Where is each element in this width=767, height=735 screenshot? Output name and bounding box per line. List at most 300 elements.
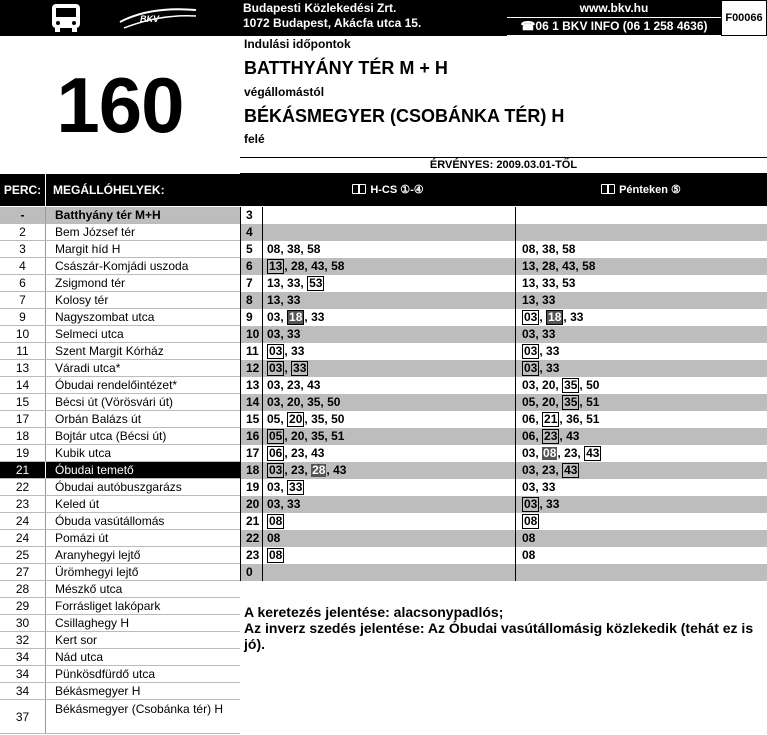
departure-minute: 28 bbox=[542, 259, 556, 273]
stop-row bbox=[0, 258, 240, 275]
timetable-grid bbox=[240, 207, 767, 581]
weekday-minutes: 03, 33 bbox=[263, 479, 516, 496]
stop-row bbox=[0, 241, 240, 258]
departure-minute: 13 bbox=[522, 259, 536, 273]
departure-minute: 50 bbox=[331, 412, 345, 426]
departure-minute: 03 bbox=[269, 344, 283, 358]
weekday-minutes: 13 , 28, 43, 58 bbox=[263, 258, 516, 275]
friday-minutes: 03, 33 bbox=[522, 327, 556, 341]
departure-minute: 13 bbox=[267, 276, 281, 290]
hour-cell: 22 bbox=[241, 530, 263, 547]
departure-minute: 33 bbox=[546, 361, 560, 375]
hour-cell: 6 bbox=[241, 258, 263, 275]
stop-row bbox=[0, 343, 240, 360]
stop-row bbox=[0, 445, 240, 462]
departure-minute: 43 bbox=[311, 446, 325, 460]
departure-minute: 43 bbox=[562, 259, 576, 273]
timetable-row bbox=[241, 564, 767, 581]
book-icon bbox=[601, 184, 615, 194]
hour-cell: 23 bbox=[241, 547, 263, 564]
stop-minutes: 27 bbox=[0, 564, 46, 580]
departure-minute: 03 bbox=[522, 327, 536, 341]
timetable-code: F00066 bbox=[721, 0, 767, 36]
weekday-minutes: 03, 33 bbox=[263, 326, 516, 343]
departure-minute: 33 bbox=[542, 480, 556, 494]
departure-minute: 50 bbox=[327, 395, 341, 409]
departure-minute: 33 bbox=[546, 497, 560, 511]
timetable-row bbox=[241, 224, 767, 241]
friday-minutes: 03, 08, 23, 43 bbox=[522, 446, 600, 460]
weekday-minutes: 03 , 33 bbox=[263, 360, 516, 377]
departure-minute: 03 bbox=[267, 497, 281, 511]
friday-minutes: 03 , 33 bbox=[524, 361, 560, 375]
friday-minutes: 03, 23, 43 bbox=[522, 463, 578, 477]
departure-minute: 23 bbox=[564, 446, 578, 460]
stop-minutes: 4 bbox=[0, 258, 46, 274]
timetable-row bbox=[241, 207, 767, 224]
timetable-row bbox=[241, 241, 767, 258]
stop-row bbox=[0, 360, 240, 377]
stop-minutes: 6 bbox=[0, 275, 46, 291]
departure-minute: 43 bbox=[307, 378, 321, 392]
departure-minute: 03 bbox=[267, 378, 281, 392]
weekday-minutes bbox=[263, 530, 516, 547]
stop-minutes: 32 bbox=[0, 632, 46, 648]
stop-minutes: 19 bbox=[0, 445, 46, 461]
stop-row bbox=[0, 598, 240, 615]
departure-minute: 33 bbox=[287, 276, 301, 290]
stop-name: Bem József tér bbox=[55, 225, 136, 239]
hour-cell: 3 bbox=[241, 207, 263, 224]
friday-minutes: 03, 20, 35 , 50 bbox=[522, 378, 600, 392]
departure-minute: 03 bbox=[269, 463, 283, 477]
departure-minute: 43 bbox=[333, 463, 347, 477]
stop-minutes: 23 bbox=[0, 496, 46, 512]
stop-minutes: - bbox=[0, 207, 46, 223]
weekday-minutes: 03, 23, 43 bbox=[263, 377, 516, 394]
stop-list bbox=[0, 207, 240, 734]
departure-minute: 03 bbox=[522, 446, 536, 460]
departure-minute: 03 bbox=[267, 480, 281, 494]
friday-minutes bbox=[516, 207, 767, 224]
stop-minutes: 14 bbox=[0, 377, 46, 393]
friday-minutes bbox=[516, 530, 767, 547]
departure-minute: 33 bbox=[311, 310, 325, 324]
weekday-minutes: 06 , 23, 43 bbox=[263, 445, 516, 462]
stop-minutes: 2 bbox=[0, 224, 46, 240]
stop-name: Óbudai rendelőintézet* bbox=[55, 378, 178, 392]
hour-cell: 14 bbox=[241, 394, 263, 411]
departure-minute: 23 bbox=[544, 429, 558, 443]
operator-name: Budapesti Közlekedési Zrt. bbox=[243, 1, 397, 15]
timetable-row bbox=[241, 428, 767, 445]
stop-name: Selmeci utca bbox=[55, 327, 124, 341]
bkv-logo-text: BKV bbox=[140, 14, 160, 24]
departure-minute: 38 bbox=[287, 242, 301, 256]
friday-minutes: 03, 33 bbox=[522, 480, 556, 494]
friday-minutes bbox=[516, 564, 767, 581]
stop-row bbox=[0, 411, 240, 428]
stop-minutes: 21 bbox=[0, 462, 46, 478]
weekday-minutes: 05 , 20, 35, 51 bbox=[263, 428, 516, 445]
route-number: 160 bbox=[56, 61, 184, 149]
stops-name-header: MEGÁLLÓHELYEK: bbox=[53, 183, 165, 197]
origin-stop: BATTHYÁNY TÉR M + H bbox=[244, 58, 448, 78]
stop-minutes: 24 bbox=[0, 513, 46, 529]
weekday-minutes: 13, 33 bbox=[263, 292, 516, 309]
departure-minute: 35 bbox=[311, 412, 325, 426]
hour-cell: 0 bbox=[241, 564, 263, 581]
departure-minute: 58 bbox=[562, 242, 576, 256]
departure-minute: 03 bbox=[522, 378, 536, 392]
stop-row bbox=[0, 615, 240, 632]
stop-name: Váradi utca* bbox=[55, 361, 121, 375]
stop-minutes: 37 bbox=[0, 700, 46, 733]
book-icon bbox=[352, 184, 366, 194]
stop-row bbox=[0, 207, 240, 224]
timetable-row bbox=[241, 411, 767, 428]
validity-date: ÉRVÉNYES: 2009.03.01-TŐL bbox=[240, 157, 767, 174]
departure-minute: 08 bbox=[522, 548, 536, 562]
stop-name: Pomázi út bbox=[55, 531, 109, 545]
stop-row bbox=[0, 309, 240, 326]
timetable-row bbox=[241, 360, 767, 377]
friday-minutes: 03 , 33 bbox=[524, 497, 560, 511]
departure-minute: 06 bbox=[522, 429, 536, 443]
hour-cell: 20 bbox=[241, 496, 263, 513]
stop-row bbox=[0, 326, 240, 343]
stop-row bbox=[0, 479, 240, 496]
departure-minute: 58 bbox=[582, 259, 596, 273]
stop-name: Bojtár utca (Bécsi út) bbox=[55, 429, 167, 443]
stop-minutes: 13 bbox=[0, 360, 46, 376]
departure-minute: 18 bbox=[548, 310, 562, 324]
friday-minutes: 03 , 18 , 33 bbox=[524, 310, 584, 324]
departure-minute: 03 bbox=[269, 361, 283, 375]
friday-minutes: 13, 33 bbox=[522, 293, 556, 307]
departure-minute: 33 bbox=[570, 310, 584, 324]
departure-minute: 03 bbox=[522, 480, 536, 494]
departure-minute: 05 bbox=[267, 412, 281, 426]
operator-address: 1072 Budapest, Akácfa utca 15. bbox=[243, 16, 422, 30]
stop-minutes: 22 bbox=[0, 479, 46, 495]
departure-minute: 13 bbox=[522, 276, 536, 290]
friday-header-label: Pénteken ⑤ bbox=[619, 184, 681, 196]
weekday-header bbox=[262, 174, 514, 206]
stop-row bbox=[0, 292, 240, 309]
hour-cell: 17 bbox=[241, 445, 263, 462]
departure-minute: 33 bbox=[293, 361, 307, 375]
legend-inverse-meaning: Az inverz szedés jelentése: Az Óbudai vasútállomásig közlekedik (tehát ez is jó). bbox=[244, 620, 754, 652]
bus-icon bbox=[0, 0, 240, 36]
departure-minute: 33 bbox=[546, 344, 560, 358]
stop-name: Kolosy tér bbox=[55, 293, 109, 307]
departure-minute: 35 bbox=[311, 429, 325, 443]
stop-minutes: 10 bbox=[0, 326, 46, 342]
departure-minute: 43 bbox=[586, 446, 600, 460]
stop-row bbox=[0, 666, 240, 683]
stop-name: Császár-Komjádi uszoda bbox=[55, 259, 189, 273]
stop-name: Szent Margit Kórház bbox=[55, 344, 164, 358]
friday-minutes: 05, 20, 35 , 51 bbox=[522, 395, 600, 409]
stop-row bbox=[0, 224, 240, 241]
departure-minute: 35 bbox=[307, 395, 321, 409]
departure-minute: 20 bbox=[542, 378, 556, 392]
timetable-row bbox=[241, 513, 767, 530]
stop-minutes: 9 bbox=[0, 309, 46, 325]
departure-minute: 35 bbox=[564, 378, 578, 392]
weekday-minutes: 05, 20 , 35, 50 bbox=[263, 411, 516, 428]
departure-minute: 58 bbox=[331, 259, 345, 273]
departure-minute: 33 bbox=[287, 497, 301, 511]
weekday-minutes: 03 , 33 bbox=[263, 343, 516, 360]
hour-cell: 5 bbox=[241, 241, 263, 258]
timetable-row bbox=[241, 394, 767, 411]
friday-header bbox=[515, 174, 767, 206]
stop-name: Csillaghegy H bbox=[55, 616, 130, 630]
departure-minute: 20 bbox=[542, 395, 556, 409]
hour-cell: 13 bbox=[241, 377, 263, 394]
departure-minute: 50 bbox=[586, 378, 600, 392]
weekday-minutes: 08, 38, 58 bbox=[263, 241, 516, 258]
departure-minute: 23 bbox=[287, 378, 301, 392]
friday-minutes bbox=[516, 547, 767, 564]
stop-name: Kert sor bbox=[55, 633, 98, 647]
departure-minute: 08 bbox=[522, 531, 536, 545]
stop-row bbox=[0, 632, 240, 649]
stop-name: Mészkő utca bbox=[55, 582, 123, 596]
friday-minutes: 13, 28, 43, 58 bbox=[522, 259, 596, 273]
departure-minute: 28 bbox=[312, 463, 326, 477]
timetable-row bbox=[241, 496, 767, 513]
timetable-row bbox=[241, 258, 767, 275]
stop-minutes: 7 bbox=[0, 292, 46, 308]
hour-cell: 21 bbox=[241, 513, 263, 530]
timetable-row bbox=[241, 275, 767, 292]
hour-cell: 16 bbox=[241, 428, 263, 445]
weekday-minutes: 03, 33 bbox=[263, 496, 516, 513]
departure-minute: 05 bbox=[269, 429, 283, 443]
stop-minutes: 25 bbox=[0, 547, 46, 563]
departure-minute: 03 bbox=[524, 497, 538, 511]
stop-name: Margit híd H bbox=[55, 242, 121, 256]
stop-name: Aranyhegyi lejtő bbox=[55, 548, 141, 562]
timetable-row bbox=[241, 309, 767, 326]
friday-minutes: 06, 21 , 36, 51 bbox=[522, 412, 600, 426]
hour-cell: 15 bbox=[241, 411, 263, 428]
departure-minute: 43 bbox=[311, 259, 325, 273]
timetable-row bbox=[241, 343, 767, 360]
timetable-row bbox=[241, 292, 767, 309]
stop-name: Bécsi út (Vörösvári út) bbox=[55, 395, 174, 409]
stop-minutes: 29 bbox=[0, 598, 46, 614]
departure-minute: 33 bbox=[291, 344, 305, 358]
friday-minutes: 13, 33, 53 bbox=[522, 276, 576, 290]
departure-minute: 51 bbox=[586, 395, 600, 409]
departure-minute: 23 bbox=[542, 463, 556, 477]
departure-minute: 36 bbox=[566, 412, 580, 426]
stop-minutes: 30 bbox=[0, 615, 46, 631]
stop-minutes: 11 bbox=[0, 343, 46, 359]
departure-minute: 13 bbox=[267, 293, 281, 307]
departure-minute: 03 bbox=[267, 327, 281, 341]
stop-row bbox=[0, 700, 240, 734]
departure-minute: 20 bbox=[289, 412, 303, 426]
stop-minutes: 34 bbox=[0, 649, 46, 665]
stop-minutes: 15 bbox=[0, 394, 46, 410]
departure-minute: 08 bbox=[269, 514, 283, 528]
hour-cell: 11 bbox=[241, 343, 263, 360]
stop-row bbox=[0, 649, 240, 666]
weekday-minutes: 03, 18 , 33 bbox=[263, 309, 516, 326]
stop-row bbox=[0, 275, 240, 292]
timetable-row bbox=[241, 326, 767, 343]
stop-name: Óbudai autóbuszgarázs bbox=[55, 480, 182, 494]
hour-cell: 7 bbox=[241, 275, 263, 292]
departure-minute: 23 bbox=[291, 463, 305, 477]
hour-cell: 18 bbox=[241, 462, 263, 479]
minutes-header: PERC: bbox=[0, 174, 46, 206]
stop-row bbox=[0, 547, 240, 564]
friday-minutes: 06, 23 , 43 bbox=[522, 429, 580, 443]
stop-name: Keled út bbox=[55, 497, 100, 511]
weekday-minutes bbox=[263, 224, 516, 241]
timetable-row bbox=[241, 462, 767, 479]
header-logo-area bbox=[0, 0, 240, 36]
departure-minute: 03 bbox=[522, 463, 536, 477]
hour-cell: 12 bbox=[241, 360, 263, 377]
from-label: végállomástól bbox=[244, 85, 325, 99]
stop-name: Kubik utca bbox=[55, 446, 112, 460]
stop-row bbox=[0, 513, 240, 530]
weekday-minutes: 03 , 23, 28, 43 bbox=[263, 462, 516, 479]
departure-minute: 53 bbox=[309, 276, 323, 290]
stop-name: Forrásliget lakópark bbox=[55, 599, 161, 613]
departure-minute: 33 bbox=[542, 293, 556, 307]
departure-minute: 08 bbox=[524, 514, 538, 528]
departure-minute: 13 bbox=[269, 259, 283, 273]
timetable-row bbox=[241, 530, 767, 547]
hour-cell: 10 bbox=[241, 326, 263, 343]
departure-minute: 43 bbox=[566, 429, 580, 443]
departure-minute: 13 bbox=[522, 293, 536, 307]
departure-minute: 35 bbox=[564, 395, 578, 409]
departure-minute: 33 bbox=[287, 293, 301, 307]
stop-name: Óbudai temető bbox=[55, 463, 134, 477]
stop-row bbox=[0, 496, 240, 513]
departure-minute: 08 bbox=[267, 531, 281, 545]
departure-minute: 28 bbox=[291, 259, 305, 273]
stop-name: Ürömhegyi lejtő bbox=[55, 565, 139, 579]
towards-label: felé bbox=[244, 132, 265, 146]
destination-stop: BÉKÁSMEGYER (CSOBÁNKA TÉR) H bbox=[244, 106, 565, 126]
hour-cell: 8 bbox=[241, 292, 263, 309]
departure-minute: 33 bbox=[287, 327, 301, 341]
departure-minute: 20 bbox=[287, 395, 301, 409]
stop-row bbox=[0, 377, 240, 394]
departure-minute: 03 bbox=[524, 361, 538, 375]
website-link[interactable]: www.bkv.hu bbox=[507, 0, 721, 17]
departure-minute: 33 bbox=[542, 327, 556, 341]
stop-minutes: 17 bbox=[0, 411, 46, 427]
departure-minute: 21 bbox=[544, 412, 558, 426]
contact-info bbox=[507, 0, 721, 36]
stop-name: Zsigmond tér bbox=[55, 276, 126, 290]
stop-name: Nád utca bbox=[55, 650, 104, 664]
weekday-minutes bbox=[263, 564, 516, 581]
info-phone: ☎06 1 BKV INFO (06 1 258 4636) bbox=[507, 18, 721, 35]
hour-cell: 4 bbox=[241, 224, 263, 241]
departure-minute: 08 bbox=[269, 548, 283, 562]
timetable-row bbox=[241, 479, 767, 496]
departure-minute: 05 bbox=[522, 395, 536, 409]
timetable-row bbox=[241, 547, 767, 564]
stop-minutes: 18 bbox=[0, 428, 46, 444]
stop-name: Nagyszombat utca bbox=[55, 310, 155, 324]
stop-minutes: 34 bbox=[0, 666, 46, 682]
departure-minute: 43 bbox=[564, 463, 578, 477]
friday-minutes bbox=[516, 224, 767, 241]
weekday-minutes: 03, 20, 35, 50 bbox=[263, 394, 516, 411]
operator-info bbox=[240, 0, 507, 36]
weekday-header-label: H-CS ①-④ bbox=[370, 184, 424, 196]
timetable-row bbox=[241, 377, 767, 394]
stop-name: Óbuda vasútállomás bbox=[55, 514, 165, 528]
departure-minute: 20 bbox=[291, 429, 305, 443]
weekday-minutes bbox=[263, 513, 516, 530]
departure-minute: 51 bbox=[331, 429, 345, 443]
departure-minute: 03 bbox=[267, 310, 281, 324]
departure-minute: 53 bbox=[562, 276, 576, 290]
departure-minute: 08 bbox=[522, 242, 536, 256]
departure-minute: 18 bbox=[289, 310, 303, 324]
departure-minute: 08 bbox=[543, 446, 557, 460]
stops-header bbox=[0, 174, 240, 206]
stop-name: Békásmegyer H bbox=[55, 684, 141, 698]
departure-minute: 06 bbox=[269, 446, 283, 460]
stop-name: Pünkösdfürdő utca bbox=[55, 667, 156, 681]
timetable-header bbox=[240, 174, 767, 206]
departure-minute: 08 bbox=[267, 242, 281, 256]
friday-minutes bbox=[516, 513, 767, 530]
weekday-minutes: 13, 33, 53 bbox=[263, 275, 516, 292]
departure-label: Indulási időpontok bbox=[244, 37, 351, 51]
weekday-minutes bbox=[263, 207, 516, 224]
hour-cell: 19 bbox=[241, 479, 263, 496]
friday-minutes: 03 , 33 bbox=[524, 344, 560, 358]
direction-block bbox=[244, 36, 764, 147]
departure-minute: 23 bbox=[291, 446, 305, 460]
departure-minute: 03 bbox=[267, 395, 281, 409]
departure-minute: 51 bbox=[586, 412, 600, 426]
departure-minute: 33 bbox=[542, 276, 556, 290]
stop-row bbox=[0, 564, 240, 581]
legend-frame-meaning: A keretezés jelentése: alacsonypadlós; bbox=[244, 604, 504, 620]
legend bbox=[244, 604, 764, 652]
stop-row bbox=[0, 462, 240, 479]
timetable-row bbox=[241, 445, 767, 462]
stop-minutes: 28 bbox=[0, 581, 46, 597]
stop-minutes: 34 bbox=[0, 683, 46, 699]
stop-row bbox=[0, 394, 240, 411]
stop-name: Békásmegyer (Csobánka tér) H bbox=[55, 702, 224, 716]
departure-minute: 33 bbox=[289, 480, 303, 494]
stop-name: Orbán Balázs út bbox=[55, 412, 142, 426]
friday-minutes: 08, 38, 58 bbox=[522, 242, 576, 256]
hour-cell: 9 bbox=[241, 309, 263, 326]
departure-minute: 03 bbox=[524, 344, 538, 358]
stop-row bbox=[0, 428, 240, 445]
